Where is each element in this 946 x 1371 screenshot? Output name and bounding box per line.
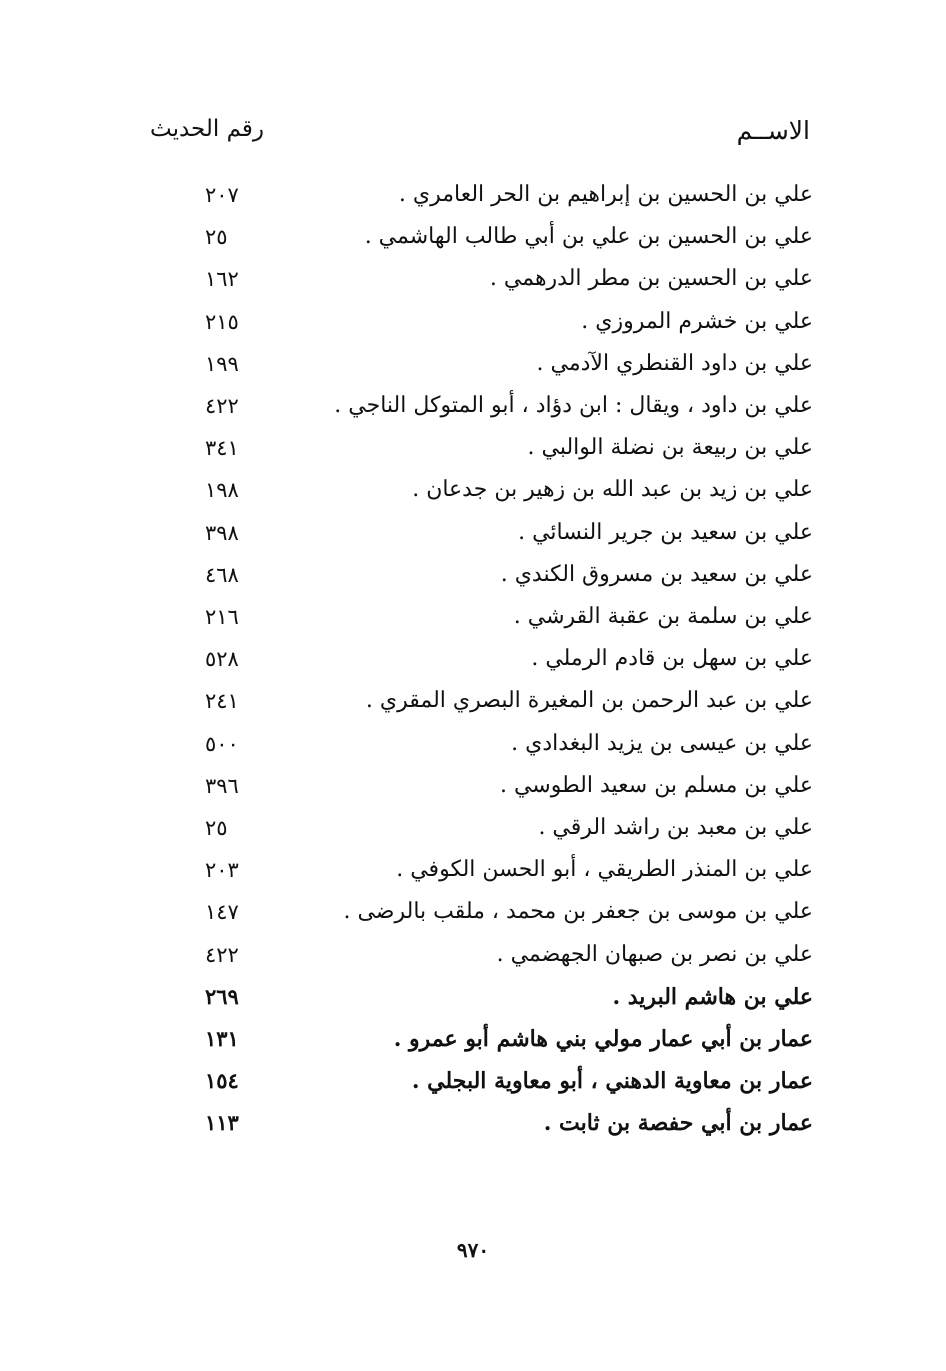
- hadith-number: ١٥٤: [205, 1068, 239, 1093]
- list-item: [0, 598, 946, 638]
- narrator-name: عمار بن أبي عمار مولي بني هاشم أبو عمرو .: [393, 1026, 813, 1052]
- list-item: [0, 303, 946, 343]
- list-item: [0, 176, 946, 216]
- narrator-name: علي بن الحسين بن إبراهيم بن الحر العامري .: [398, 182, 813, 207]
- hadith-number: ٢٠٧: [205, 183, 239, 207]
- list-item: [0, 640, 946, 680]
- hadith-number: ٥٢٨: [205, 647, 239, 671]
- narrator-name: علي بن موسى بن جعفر بن محمد ، ملقب بالرضى .: [343, 899, 813, 924]
- list-item: [0, 1104, 946, 1144]
- narrator-name: علي بن المنذر الطريقي ، أبو الحسن الكوفي .: [396, 857, 813, 882]
- narrator-name: علي بن مسلم بن سعيد الطوسي .: [499, 773, 813, 798]
- hadith-number: ٤٦٨: [205, 563, 239, 587]
- narrator-name: علي بن داود ، ويقال : ابن دؤاد ، أبو المتوكل الناجي .: [334, 393, 813, 418]
- narrator-name: علي بن الحسين بن مطر الدرهمي .: [489, 266, 813, 291]
- hadith-number: ٤٢٢: [205, 943, 239, 967]
- list-item: [0, 893, 946, 933]
- narrator-name: علي بن نصر بن صبهان الجهضمي .: [496, 942, 813, 967]
- list-item: [0, 260, 946, 300]
- list-item: [0, 809, 946, 849]
- hadith-number: ١٩٨: [205, 478, 239, 502]
- hadith-number: ١٦٢: [205, 267, 239, 291]
- hadith-number: ٣٩٨: [205, 521, 239, 545]
- list-item: [0, 218, 946, 258]
- list-item: [0, 682, 946, 722]
- list-item: [0, 767, 946, 807]
- narrator-name: علي بن ربيعة بن نضلة الوالبي .: [527, 435, 813, 460]
- hadith-number: ١٩٩: [205, 352, 239, 376]
- narrator-name: علي بن خشرم المروزي .: [581, 309, 813, 334]
- page-number: ٩٧٠: [456, 1238, 490, 1262]
- narrator-name: علي بن سعيد بن جرير النسائي .: [518, 520, 813, 545]
- name-column-heading: الاســم: [736, 116, 810, 145]
- narrator-name: علي بن عبد الرحمن بن المغيرة البصري المقري .: [365, 688, 813, 713]
- list-item: [0, 345, 946, 385]
- hadith-number: ٢٥: [205, 816, 228, 840]
- narrator-name: علي بن هاشم البريد .: [612, 984, 813, 1010]
- hadith-number: ٢٥: [205, 225, 228, 249]
- list-item: [0, 556, 946, 596]
- hadith-number: ٢١٥: [205, 310, 239, 334]
- list-item: [0, 1062, 946, 1102]
- hadith-number: ١٤٧: [205, 900, 239, 924]
- hadith-number: ٢٦٩: [205, 984, 239, 1009]
- hadith-number: ٣٩٦: [205, 774, 239, 798]
- list-item: [0, 1020, 946, 1060]
- hadith-number: ٢٠٣: [205, 858, 239, 882]
- list-item: [0, 429, 946, 469]
- narrator-name: علي بن سهل بن قادم الرملي .: [531, 646, 813, 671]
- list-item: [0, 471, 946, 511]
- list-item: [0, 725, 946, 765]
- narrator-name: علي بن سعيد بن مسروق الكندي .: [500, 562, 813, 587]
- hadith-number: ٢٤١: [205, 689, 239, 713]
- hadith-number: ١٣١: [205, 1026, 239, 1051]
- narrator-name: علي بن عيسى بن يزيد البغدادي .: [511, 731, 813, 756]
- hadith-number: ٢١٦: [205, 605, 239, 629]
- list-item: [0, 851, 946, 891]
- narrator-name: علي بن زيد بن عبد الله بن زهير بن جدعان .: [412, 477, 813, 502]
- narrator-name: علي بن سلمة بن عقبة القرشي .: [513, 604, 813, 629]
- hadith-number: ٣٤١: [205, 436, 239, 460]
- hadith-number: ٤٢٢: [205, 394, 239, 418]
- narrator-name: علي بن معبد بن راشد الرقي .: [538, 815, 813, 840]
- list-item: [0, 387, 946, 427]
- table-header: [150, 116, 810, 156]
- list-item: [0, 978, 946, 1018]
- list-item: [0, 936, 946, 976]
- list-item: [0, 514, 946, 554]
- hadith-number: ١١٣: [205, 1110, 239, 1135]
- number-column-heading: رقم الحديث: [150, 116, 265, 142]
- narrator-name: علي بن الحسين بن علي بن أبي طالب الهاشمي .: [364, 224, 813, 249]
- narrator-name: عمار بن معاوية الدهني ، أبو معاوية البجلي .: [411, 1068, 813, 1094]
- hadith-number: ٥٠٠: [205, 732, 239, 756]
- narrator-name: علي بن داود القنطري الآدمي .: [536, 351, 813, 376]
- narrator-name: عمار بن أبي حفصة بن ثابت .: [543, 1110, 813, 1136]
